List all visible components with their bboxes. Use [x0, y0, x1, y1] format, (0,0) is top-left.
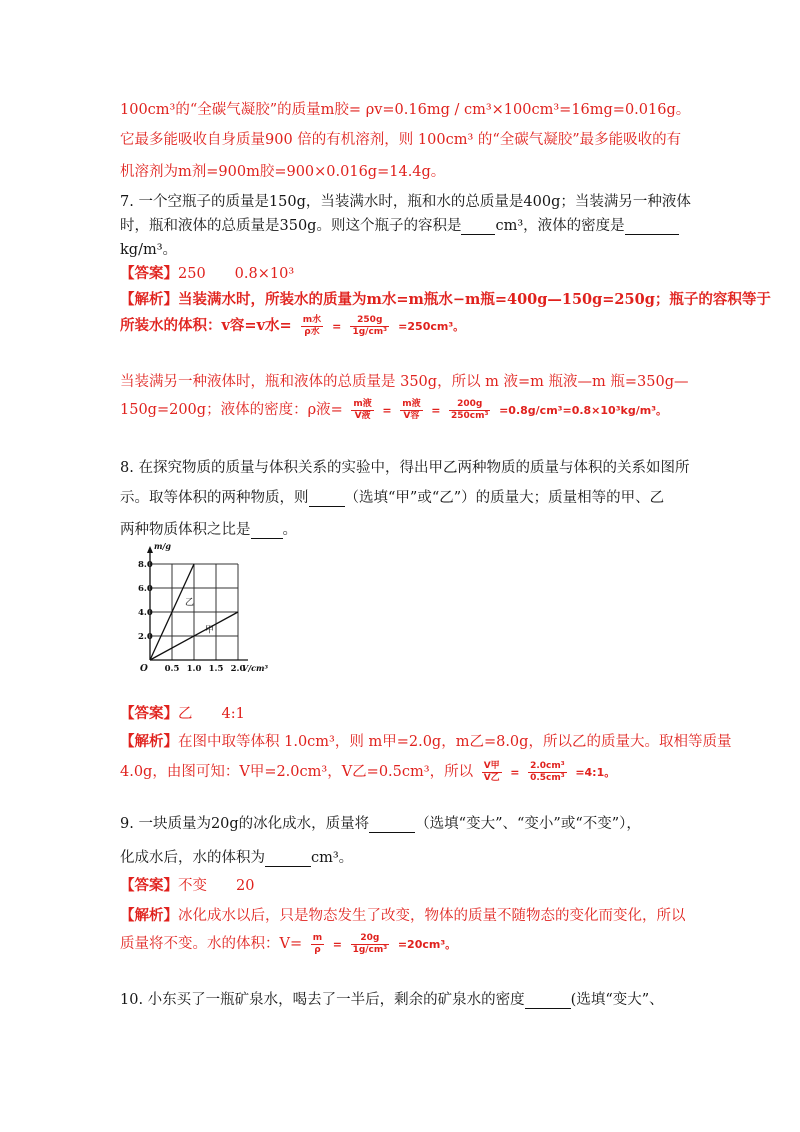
question-7-line: kg/m³。	[120, 242, 178, 258]
result-text: =4:1。	[575, 766, 616, 779]
analysis-line: 150g=200g；液体的密度：ρ液= $\frac{\text{m液}}{\text{V液}}$ = $\frac{\text{m液}}{\text{V容}}$ = $\frac{200g}{\text{250cm³}}$ =0.8g/cm³=0.8×10³kg/m³。	[120, 398, 668, 421]
question-text: 示。取等体积的两种物质，则	[120, 490, 309, 506]
analysis-line: 4.0g，由图可知：V甲=2.0cm³，V乙=0.5cm³，所以 $\frac{\text{V甲}}{\text{V乙}}$ = $\frac{\text{2.0cm³}}{\text{0.5cm³}}$ =4:1。	[120, 760, 616, 783]
fraction: $\frac{\text{m液}}{\text{V容}}$	[402, 398, 421, 421]
x-tick-label: 1.5	[208, 664, 224, 672]
question-7-line: 7. 一个空瓶子的质量是150g，当装满水时，瓶和水的总质量是400g；当装满另一种液体	[120, 194, 691, 210]
answer-blank[interactable]	[525, 994, 571, 1009]
question-text: cm³。	[311, 850, 354, 866]
mass-volume-chart	[138, 540, 288, 672]
question-text: 。	[282, 522, 297, 538]
question-text: 两种物质体积之比是	[120, 522, 251, 538]
analysis-line	[120, 288, 771, 309]
analysis-text: 150g=200g；液体的密度：ρ液=	[120, 402, 343, 418]
x-tick-label: 2.0	[230, 664, 246, 672]
analysis-text: 4.0g，由图可知：V甲=2.0cm³，V乙=0.5cm³，所以	[120, 764, 474, 780]
analysis-text: 冰化成水以后，只是物态发生了改变，物体的质量不随物态的变化而变化，所以	[178, 908, 686, 924]
answer-blank[interactable]	[625, 220, 679, 235]
analysis-text: 在图中取等体积 1.0cm³，则 m甲=2.0g，m乙=8.0g，所以乙的质量大。取相等质量	[178, 734, 732, 750]
analysis-tag: 【解析】	[120, 907, 178, 924]
analysis-tag: 【解析】	[120, 291, 178, 308]
analysis-line: 它最多能吸收自身质量900 倍的有机溶剂，则 100cm³ 的“全碳气凝胶”最多能吸收的有	[120, 132, 682, 148]
question-text: 化成水后，水的体积为	[120, 850, 265, 866]
answer-tag: 【答案】	[120, 265, 178, 282]
analysis-text: 当装满水时，所装水的质量为m水=m瓶水−m瓶=400g—150g=250g；瓶子的容积等于	[178, 291, 771, 308]
question-9-line	[120, 812, 641, 833]
y-tick-label: 8.0	[138, 560, 153, 570]
series-label: 甲	[205, 625, 215, 636]
answer-text: 乙 4:1	[178, 706, 245, 722]
analysis-line: 机溶剂为m剂=900m胶=900×0.016g=14.4g。	[120, 164, 446, 180]
result-text: =0.8g/cm³=0.8×10³kg/m³。	[499, 404, 668, 417]
chart-labels	[138, 541, 268, 672]
question-8-line: 8. 在探究物质的质量与体积关系的实验中，得出甲乙两种物质的质量与体积的关系如图所	[120, 460, 690, 476]
x-tick-label: 0.5	[164, 664, 180, 672]
fraction: $\frac{20g}{\text{1g/cm³}}$	[352, 932, 388, 955]
question-text: (选填“变大”、	[570, 992, 664, 1008]
answer-line	[120, 702, 245, 723]
question-text: 9. 一块质量为20g的冰化成水，质量将	[120, 816, 370, 832]
analysis-text: 所装水的体积：v容=v水=	[120, 317, 292, 334]
question-10-line	[120, 988, 664, 1009]
analysis-line	[120, 904, 686, 925]
y-axis-label: m/g	[154, 541, 171, 551]
question-9-line	[120, 846, 353, 867]
answer-text: 250 0.8×10³	[178, 266, 295, 282]
question-text: （选填“甲”或“乙”）的质量大；质量相等的甲、乙	[344, 490, 665, 506]
fraction: $\frac{\text{V甲}}{\text{V乙}}$	[483, 760, 500, 783]
question-8-line	[120, 518, 297, 539]
analysis-line: 质量将不变。水的体积：V= $\frac{m}{\rho}$ = $\frac{20g}{\text{1g/cm³}}$ =20cm³。	[120, 932, 457, 955]
analysis-text: 质量将不变。水的体积：V=	[120, 936, 303, 952]
answer-blank[interactable]	[265, 852, 311, 867]
origin-label: O	[140, 664, 148, 672]
analysis-tag: 【解析】	[120, 733, 178, 750]
fraction: $\frac{\text{m液}}{\text{V液}}$	[353, 398, 372, 421]
question-text: （选填“变大”、“变小”或“不变”），	[415, 816, 641, 832]
answer-blank[interactable]	[461, 220, 495, 235]
answer-tag: 【答案】	[120, 877, 178, 894]
x-tick-label: 1.0	[186, 664, 202, 672]
answer-blank[interactable]	[251, 524, 283, 539]
answer-blank[interactable]	[309, 492, 345, 507]
x-axis-label: V/cm³	[242, 663, 268, 672]
fraction: $\frac{250g}{\text{1g/cm³}}$	[352, 314, 388, 337]
analysis-line	[120, 730, 731, 751]
fraction: $\frac{\text{m水}}{\text{ρ水}}$	[302, 314, 322, 337]
answer-text: 不变 20	[178, 878, 255, 894]
question-7-line	[120, 214, 679, 235]
fraction: $\frac{\text{2.0cm³}}{\text{0.5cm³}}$	[530, 760, 565, 783]
question-text: cm³，液体的密度是	[495, 218, 625, 234]
answer-line	[120, 874, 254, 895]
answer-blank[interactable]	[369, 818, 415, 833]
result-text: =20cm³。	[397, 938, 457, 951]
question-text: 时，瓶和液体的总质量是350g。则这个瓶子的容积是	[120, 218, 462, 234]
series-label: 乙	[185, 597, 195, 608]
answer-line	[120, 262, 294, 283]
question-text: 10. 小东买了一瓶矿泉水，喝去了一半后，剩余的矿泉水的密度	[120, 992, 525, 1008]
y-tick-label: 2.0	[138, 632, 153, 642]
analysis-line: 当装满另一种液体时，瓶和液体的总质量是 350g，所以 m 液=m 瓶液—m 瓶=350g—	[120, 374, 689, 390]
fraction: $\frac{m}{\rho}$	[312, 932, 323, 955]
y-axis-arrow	[147, 546, 153, 553]
result-text: =250cm³。	[398, 320, 465, 333]
question-8-line	[120, 486, 664, 507]
y-tick-label: 6.0	[138, 584, 153, 594]
answer-tag: 【答案】	[120, 705, 178, 722]
analysis-line: 所装水的体积：v容=v水= $\frac{\text{m水}}{\text{ρ水}}$ = $\frac{250g}{\text{1g/cm³}}$ =250cm³。	[120, 314, 465, 337]
fraction: $\frac{200g}{\text{250cm³}}$	[451, 398, 489, 421]
chart-grid	[147, 546, 248, 660]
y-tick-label: 4.0	[138, 608, 153, 618]
analysis-line: 100cm³的“全碳气凝胶”的质量m胶= ρv=0.16mg / cm³×100cm³=16mg=0.016g。	[120, 102, 691, 118]
